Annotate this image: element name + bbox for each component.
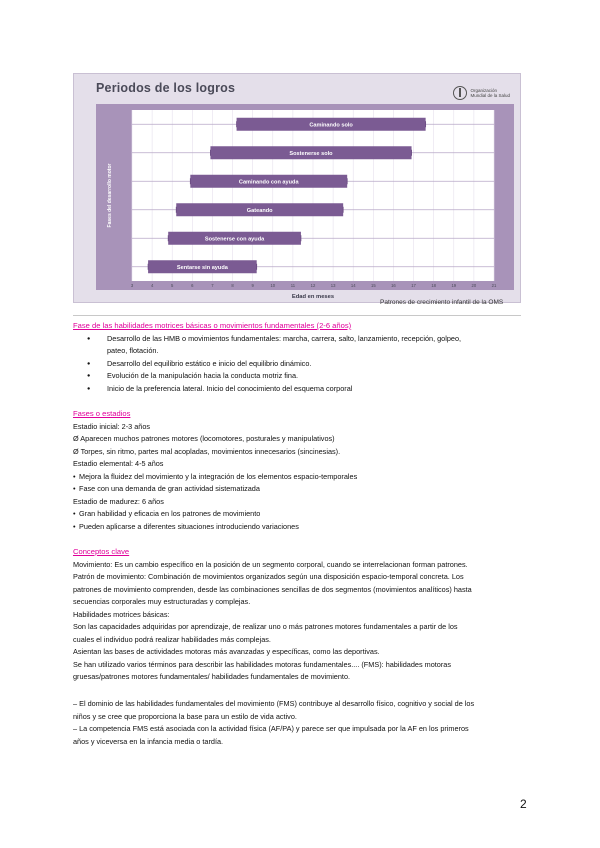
x-tick-label: 11 bbox=[290, 283, 296, 288]
section-heading: Conceptos clave bbox=[73, 547, 130, 556]
x-tick-label: 13 bbox=[330, 283, 336, 288]
bar-label: Gateando bbox=[246, 207, 273, 214]
x-tick-label: 19 bbox=[451, 283, 457, 288]
text-line: años y viceversa en la infancia media o tardía. bbox=[73, 736, 224, 746]
section-heading: Fases o estadios bbox=[73, 409, 131, 418]
list-item: • Pueden aplicarse a diferentes situaciones introduciendo variaciones bbox=[73, 521, 527, 534]
list-item: ● Desarrollo del equilibrio estático e inicio del equilibrio dinámico. bbox=[73, 358, 527, 371]
text-line: Movimiento: Es un cambio específico en la posición de un segmento corporal, cuando se interrelacionan forman patrones. bbox=[73, 559, 468, 569]
x-tick-label: 12 bbox=[310, 283, 316, 288]
text-line: Asientan las bases de actividades motoras más avanzadas y específicas, como las deportivas. bbox=[73, 647, 380, 656]
text-line: – La competencia FMS está asociada con la actividad física (AF/PA) y parece ser que impulsada por la AF en los primeros bbox=[73, 724, 469, 733]
x-tick-label: 5 bbox=[171, 283, 174, 288]
section-stages bbox=[73, 408, 527, 533]
milestones-figure bbox=[73, 73, 521, 303]
x-tick-label: 18 bbox=[431, 283, 437, 288]
list-item: • Fase con una demanda de gran actividad sistematizada bbox=[73, 483, 527, 496]
text-line: – El dominio de las habilidades fundamentales del movimiento (FMS) contribuye al desarrollo físico, cognitivo y social de los bbox=[73, 699, 475, 708]
x-tick-label: 16 bbox=[391, 283, 396, 288]
list-item: ● Evolución de la manipulación hacia la conducta motriz fina. bbox=[73, 370, 527, 383]
text-line: cuales el individuo podrá realizar habilidades más complejas. bbox=[73, 634, 271, 644]
bar-label: Sentarse sin ayuda bbox=[176, 264, 228, 271]
y-axis-label: Fases del desarrollo motor bbox=[107, 163, 113, 228]
stage-title: Estadio inicial: 2-3 años bbox=[73, 421, 151, 431]
bar-label: Sostenerse solo bbox=[289, 150, 333, 157]
list-item: • Mejora la fluidez del movimiento y la integración de los elementos espacio-temporales bbox=[73, 471, 527, 484]
who-logo: Organización Mundial de la Salud bbox=[453, 86, 510, 100]
x-tick-label: 8 bbox=[231, 283, 234, 288]
list-item: Ø Torpes, sin ritmo, partes mal acopladas, movimientos innecesarios (sincinesias). bbox=[73, 446, 341, 456]
text-line: Se han utilizado varios términos para describir las habilidades motoras fundamentales.... (FMS): habilidades motoras bbox=[73, 659, 451, 669]
section-heading: Fase de las habilidades motrices básicas o movimientos fundamentales (2-6 años) bbox=[73, 321, 352, 330]
section-key-concepts bbox=[73, 546, 527, 684]
bar-label: Caminando solo bbox=[309, 122, 353, 129]
text-line: gruesas/patrones motores fundamentales/ habilidades fundamentales de movimiento. bbox=[73, 672, 351, 681]
x-tick-label: 10 bbox=[270, 283, 276, 288]
figure-title: Periodos de los logros bbox=[96, 81, 236, 95]
section-fms bbox=[73, 698, 527, 748]
text-line: niños y se cree que proporciona la base para un estilo de vida activo. bbox=[73, 711, 297, 721]
list-item: Ø Aparecen muchos patrones motores (locomotores, posturales y manipulativos) bbox=[73, 434, 335, 443]
x-tick-label: 21 bbox=[491, 283, 497, 288]
figure-caption: Patrones de crecimiento infantil de la OMS bbox=[380, 299, 504, 306]
page-number: 2 bbox=[520, 797, 527, 811]
x-axis-label: Edad en meses bbox=[291, 294, 335, 300]
divider bbox=[73, 315, 521, 316]
milestones-chart bbox=[74, 74, 522, 304]
bar-label: Caminando con ayuda bbox=[238, 179, 299, 186]
section-basic-skills bbox=[73, 320, 527, 395]
text-line: Patrón de movimiento: Combinación de movimientos organizados según una disposición espacio-temporal concreta. Los bbox=[73, 572, 464, 581]
bar-label: Sostenerse con ayuda bbox=[204, 236, 265, 243]
stage-title: Estadio elemental: 4-5 años bbox=[73, 459, 164, 468]
text-line: Son las capacidades adquiridas por aprendizaje, de realizar uno o más patrones motores fundamentales a partir de los bbox=[73, 622, 458, 631]
x-tick-label: 15 bbox=[370, 283, 376, 288]
x-tick-label: 17 bbox=[411, 283, 416, 288]
text-line: Habilidades motrices básicas: bbox=[73, 609, 170, 619]
list-item: • Gran habilidad y eficacia en los patrones de movimiento bbox=[73, 508, 527, 521]
stage-title: Estadio de madurez: 6 años bbox=[73, 496, 164, 506]
x-tick-label: 6 bbox=[191, 283, 194, 288]
x-tick-label: 9 bbox=[251, 283, 254, 288]
x-tick-label: 7 bbox=[211, 283, 214, 288]
text-line: patrones de movimiento comprenden, desde las combinaciones sencillas de dos segmentos (movimientos analíticos) hasta bbox=[73, 584, 472, 594]
list-item: ● Desarrollo de las HMB o movimientos fundamentales: marcha, carrera, salto, lanzamiento, recepción, golpeo, pateo, flotación. bbox=[73, 333, 527, 358]
x-tick-label: 3 bbox=[130, 283, 134, 288]
x-tick-label: 14 bbox=[350, 283, 356, 288]
list-item: ● Inicio de la preferencia lateral. Inicio del conocimiento del esquema corporal bbox=[73, 383, 527, 396]
x-tick-label: 4 bbox=[150, 283, 154, 288]
x-tick-label: 20 bbox=[471, 283, 477, 288]
text-line: secuencias corporales muy estructuradas y complejas. bbox=[73, 597, 251, 606]
